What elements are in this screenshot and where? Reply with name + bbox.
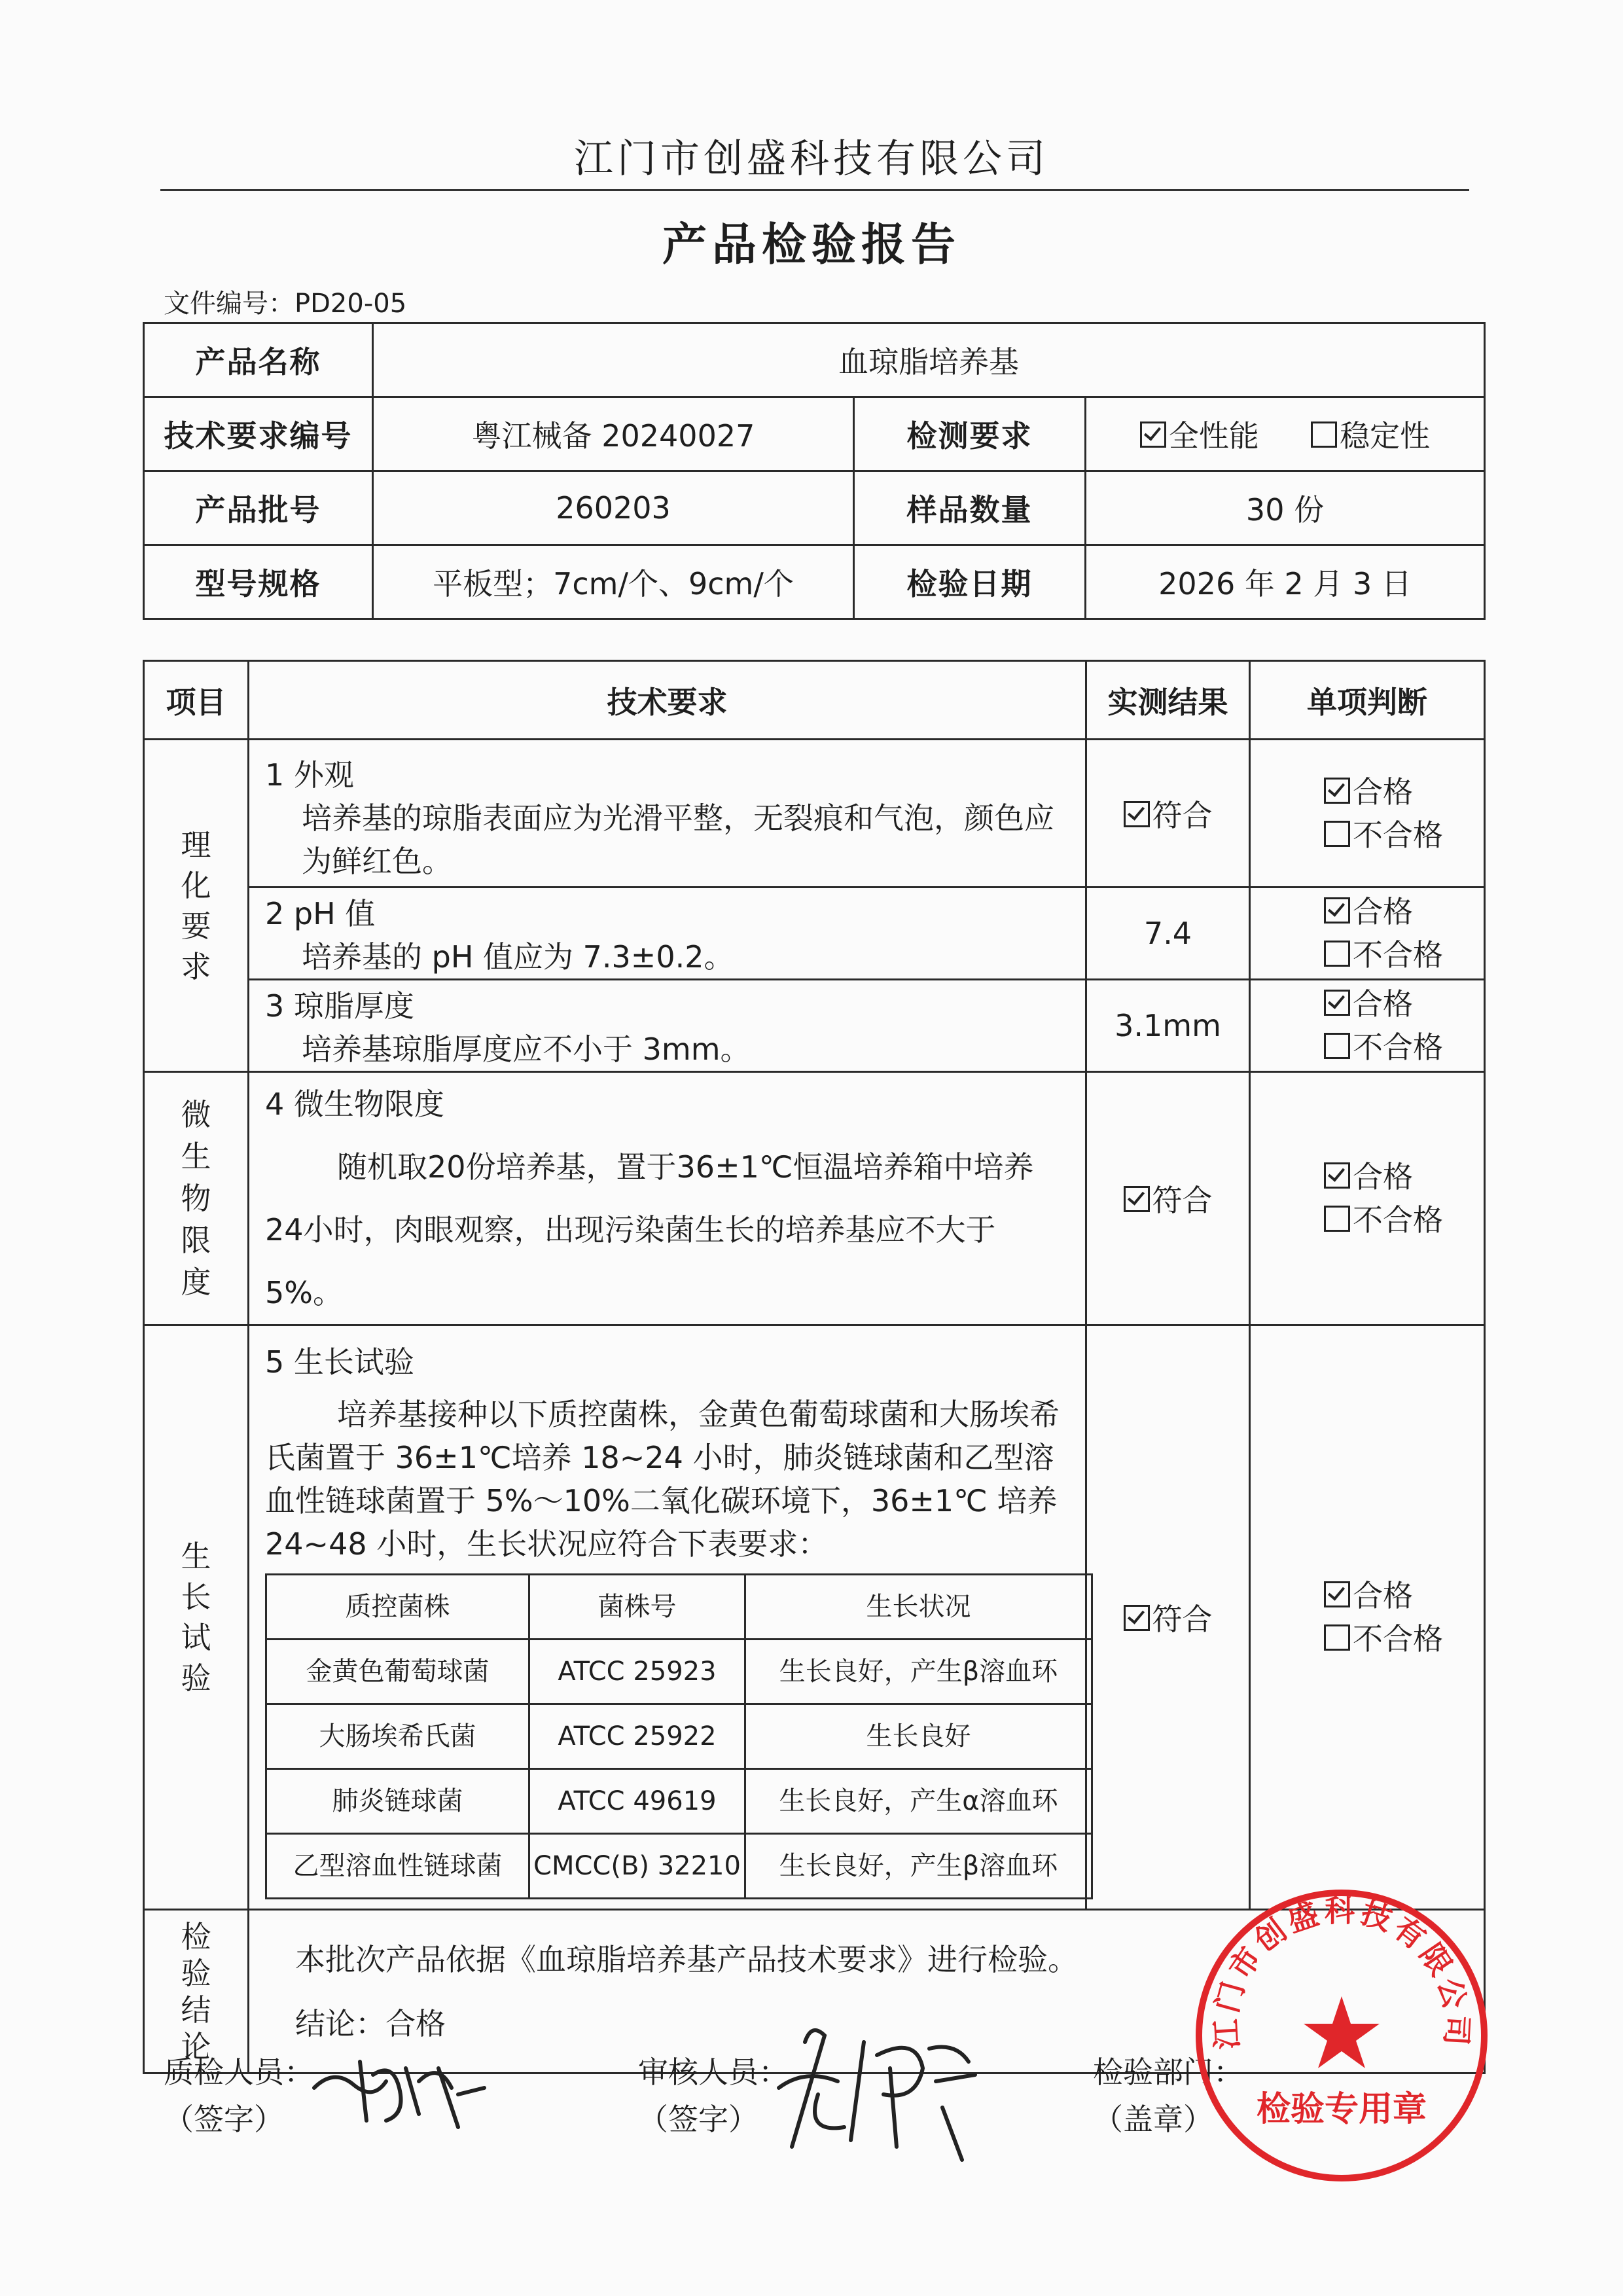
seal-company: 江门市创盛科技有限公司 <box>1207 1893 1476 2051</box>
judge-thickness <box>1250 980 1485 1072</box>
product-name-value: 血琼脂培养基 <box>373 323 1485 397</box>
pass-checkbox <box>1324 1162 1350 1189</box>
req-appearance-text: 培养基的琼脂表面应为光滑平整，无裂痕和气泡，颜色应为鲜红色。 <box>302 800 1054 879</box>
pass-label: 合格 <box>1353 1159 1413 1194</box>
pass-checkbox <box>1324 1581 1350 1607</box>
req-ph-title: 2 pH 值 <box>265 896 376 931</box>
req-thickness <box>249 980 1086 1072</box>
table-row <box>266 1769 1092 1834</box>
req-appearance-title: 1 外观 <box>265 757 354 793</box>
product-name-label: 产品名称 <box>144 323 373 397</box>
result-microbial-label: 符合 <box>1152 1183 1213 1218</box>
header-item: 项目 <box>144 661 249 740</box>
req-thickness-title: 3 琼脂厚度 <box>265 988 414 1024</box>
fail-label: 不合格 <box>1353 1621 1443 1657</box>
table-row <box>266 1640 1092 1704</box>
company-name: 江门市创盛科技有限公司 <box>574 136 1049 182</box>
header-judgement: 单项判断 <box>1250 661 1485 740</box>
strain-table <box>265 1573 1093 1899</box>
pass-checkbox <box>1324 990 1350 1016</box>
file-number: 文件编号：PD20-05 <box>164 289 407 319</box>
strain-id: ATCC 25922 <box>529 1704 745 1769</box>
fail-label: 不合格 <box>1353 817 1443 853</box>
strain-name: 肺炎链球菌 <box>266 1769 529 1834</box>
strain-name: 大肠埃希氏菌 <box>266 1704 529 1769</box>
pass-checkbox <box>1324 778 1350 804</box>
req-microbial-text: 随机取20份培养基，置于36±1℃恒温培养箱中培养24小时，肉眼观察，出现污染菌生长的培养基应不大于5%。 <box>265 1149 1034 1310</box>
tech-req-value: 粤江械备 20240027 <box>373 397 854 471</box>
req-ph <box>249 888 1086 980</box>
strain-id: ATCC 49619 <box>529 1769 745 1834</box>
req-appearance <box>249 740 1086 888</box>
result-appearance-label: 符合 <box>1152 797 1213 833</box>
result-appearance <box>1086 740 1250 888</box>
tech-req-label: 技术要求编号 <box>144 397 373 471</box>
dept-seal-hint: （盖章） <box>1093 2102 1213 2137</box>
result-thickness: 3.1mm <box>1086 980 1250 1072</box>
strain-growth: 生长良好，产生β溶血环 <box>745 1834 1092 1899</box>
fail-checkbox <box>1324 1624 1350 1651</box>
group-growth <box>144 1325 249 1910</box>
header-tech-req: 技术要求 <box>249 661 1086 740</box>
fail-checkbox <box>1324 821 1350 847</box>
judge-microbial <box>1250 1072 1485 1325</box>
table-row <box>266 1834 1092 1899</box>
result-microbial <box>1086 1072 1250 1325</box>
group-microbial-label: 微生物限度 <box>181 1097 211 1300</box>
strain-name: 金黄色葡萄球菌 <box>266 1640 529 1704</box>
full-performance-checkbox <box>1140 422 1166 448</box>
header-rule <box>160 189 1469 191</box>
strain-header-growth: 生长状况 <box>745 1575 1092 1640</box>
strain-name: 乙型溶血性链球菌 <box>266 1834 529 1899</box>
strain-growth: 生长良好 <box>745 1704 1092 1769</box>
reviewer-signature <box>766 2016 988 2166</box>
strain-header-name: 质控菌株 <box>266 1575 529 1640</box>
req-growth-title: 5 生长试验 <box>265 1344 414 1380</box>
fail-checkbox <box>1324 1033 1350 1059</box>
official-seal <box>1191 1885 1492 2186</box>
judge-growth <box>1250 1325 1485 1910</box>
full-performance-label: 全性能 <box>1168 418 1259 454</box>
result-growth-label: 符合 <box>1152 1602 1213 1637</box>
pass-label: 合格 <box>1353 986 1413 1022</box>
qty-value: 30 份 <box>1086 471 1485 545</box>
test-req-options <box>1086 397 1485 471</box>
result-growth-checkbox <box>1124 1605 1150 1631</box>
result-microbial-checkbox <box>1124 1186 1150 1212</box>
reviewer-label: 审核人员： <box>638 2054 789 2090</box>
test-req-label: 检测要求 <box>854 397 1086 471</box>
pass-checkbox <box>1324 897 1350 924</box>
date-label: 检验日期 <box>854 545 1086 619</box>
fail-label: 不合格 <box>1353 937 1443 973</box>
header-result: 实测结果 <box>1086 661 1250 740</box>
inspector-signature <box>308 2049 491 2134</box>
reviewer-sign-hint: （签字） <box>638 2102 758 2137</box>
pass-label: 合格 <box>1353 774 1413 810</box>
table-row <box>266 1704 1092 1769</box>
inspector-block <box>164 2049 314 2143</box>
result-growth <box>1086 1325 1250 1910</box>
seal-label: 检验专用章 <box>1256 2090 1427 2129</box>
stability-checkbox <box>1311 422 1337 448</box>
req-microbial-title: 4 微生物限度 <box>265 1086 444 1122</box>
group-growth-label: 生长试验 <box>181 1539 211 1696</box>
req-growth <box>249 1325 1086 1910</box>
stability-label: 稳定性 <box>1340 418 1431 454</box>
fail-checkbox <box>1324 941 1350 967</box>
fail-checkbox <box>1324 1206 1350 1232</box>
model-value: 平板型；7cm/个、9cm/个 <box>373 545 854 619</box>
batch-value: 260203 <box>373 471 854 545</box>
req-ph-text: 培养基的 pH 值应为 7.3±0.2。 <box>302 939 734 975</box>
req-growth-text: 培养基接种以下质控菌株，金黄色葡萄球菌和大肠埃希氏菌置于 36±1℃培养 18~24 小时，肺炎链球菌和乙型溶血性链球菌置于 5%～10%二氧化碳环境下，36±1℃ 培养 24~48 小时，生长状况应符合下表要求： <box>265 1397 1060 1562</box>
batch-label: 产品批号 <box>144 471 373 545</box>
judge-ph <box>1250 888 1485 980</box>
inspection-table <box>143 660 1486 2074</box>
req-microbial <box>249 1072 1086 1325</box>
strain-id: CMCC(B) 32210 <box>529 1834 745 1899</box>
model-label: 型号规格 <box>144 545 373 619</box>
date-value: 2026 年 2 月 3 日 <box>1086 545 1485 619</box>
inspector-sign-hint: （签字） <box>164 2102 284 2137</box>
conclusion-text: 本批次产品依据《血琼脂培养基产品技术要求》进行检验。 <box>295 1941 1078 1977</box>
fail-label: 不合格 <box>1353 1202 1443 1238</box>
strain-id: ATCC 25923 <box>529 1640 745 1704</box>
seal-star-icon <box>1304 1996 1380 2068</box>
group-microbial <box>144 1072 249 1325</box>
group-physicochemical-label: 理化要求 <box>181 827 211 984</box>
qty-label: 样品数量 <box>854 471 1086 545</box>
report-title: 产品检验报告 <box>662 219 961 271</box>
conclusion-result: 结论：合格 <box>295 2005 446 2041</box>
inspector-label: 质检人员： <box>164 2054 314 2090</box>
strain-table-wrap <box>265 1573 1085 1899</box>
judge-appearance <box>1250 740 1485 888</box>
result-appearance-checkbox <box>1124 801 1150 827</box>
fail-label: 不合格 <box>1353 1030 1443 1065</box>
dept-label: 检验部门： <box>1093 2054 1243 2090</box>
result-ph: 7.4 <box>1086 888 1250 980</box>
strain-growth: 生长良好，产生β溶血环 <box>745 1640 1092 1704</box>
group-physicochemical <box>144 740 249 1072</box>
group-conclusion-label: 检验结论 <box>181 1918 211 2064</box>
req-thickness-text: 培养基琼脂厚度应不小于 3mm。 <box>302 1031 751 1067</box>
info-table <box>143 322 1486 620</box>
pass-label: 合格 <box>1353 1578 1413 1613</box>
strain-growth: 生长良好，产生α溶血环 <box>745 1769 1092 1834</box>
strain-header-id: 菌株号 <box>529 1575 745 1640</box>
pass-label: 合格 <box>1353 894 1413 929</box>
